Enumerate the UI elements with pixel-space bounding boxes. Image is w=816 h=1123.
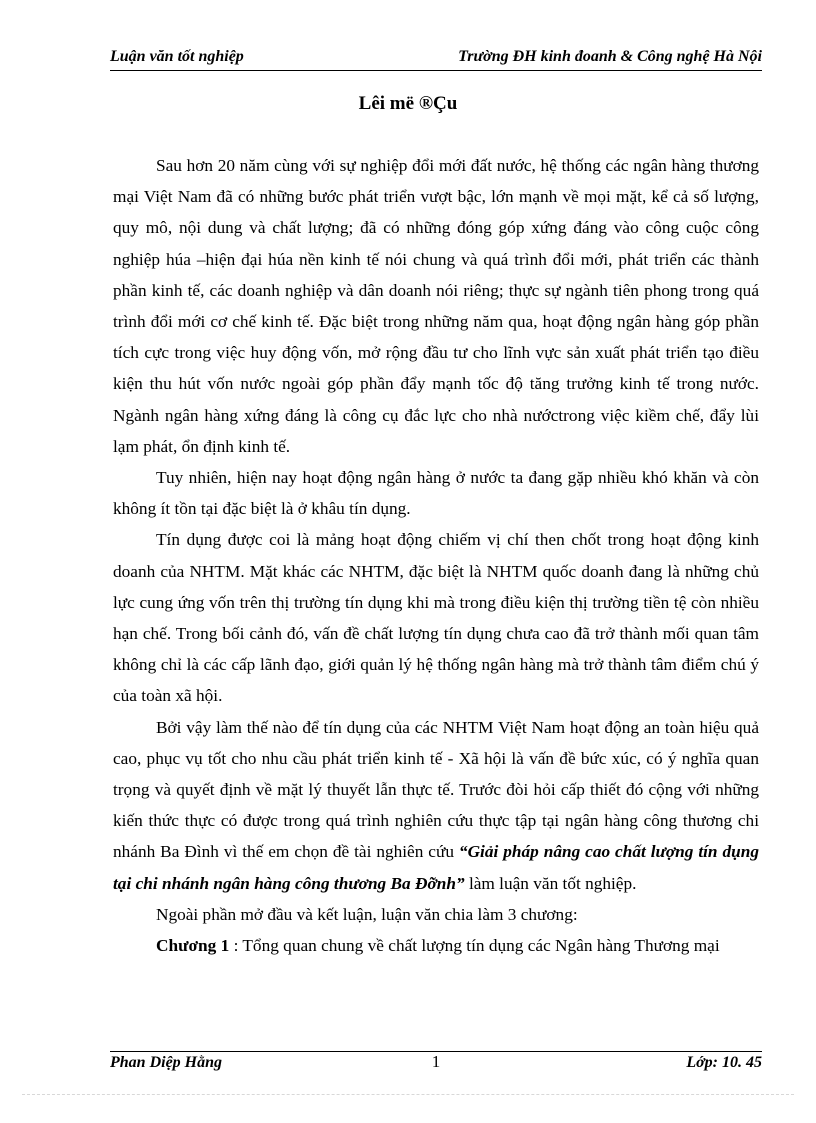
- paragraph-text: Bởi vậy làm thế nào để tín dụng của các NHTM Việt Nam hoạt động an toàn hiệu quả cao, phục vụ tốt cho nhu cầu phát triển kinh tế - Xã hội là vấn đề bức xúc, có ý nghĩa quan trọng và quyết định về mặt lý thuyết lẫn thực tế. Trước đòi hỏi cấp thiết đó cộng với những kiến thức thực có được trong quá trình nghiên cứu thực tập tại ngân hàng công thương chi nhánh Ba Đình vì thế em chọn đề tài nghiên cứu: [113, 717, 759, 862]
- paragraph: Sau hơn 20 năm cùng với sự nghiệp đổi mới đất nước, hệ thống các ngân hàng thương mại Việt Nam đã có những bước phát triển vượt bậc, lớn mạnh về mọi mặt, kể cả số lượng, quy mô, nội dung và chất lượng; đã có những đóng góp xứng đáng vào công cuộc công nghiệp húa –hiện đại húa nền kinh tế nói chung và quá trình đổi mới, phát triển các thành phần kinh tế, các doanh nghiệp và dân doanh nói riêng; thực sự ngành tiên phong trong quá trình đổi mới cơ chế kinh tế. Đặc biệt trong những năm qua, hoạt động ngân hàng góp phần tích cực trong việc huy động vốn, mở rộng đầu tư cho lĩnh vực sản xuất phát triển tạo điều kiện thu hút vốn nước ngoài góp phần đẩy mạnh tốc độ tăng trưởng kinh tế trong nước. Ngành ngân hàng xứng đáng là công cụ đắc lực cho nhà nướctrong việc kiềm chế, đẩy lùi lạm phát, ổn định kinh tế.: [113, 156, 759, 456]
- header-rule: [110, 70, 762, 71]
- paragraph-text: làm luận văn tốt nghiệp.: [464, 873, 637, 893]
- chapter-text: : Tổng quan chung về chất lượng tín dụng các Ngân hàng Thương mại: [229, 936, 720, 956]
- chapter-label: Chương 1: [156, 936, 230, 956]
- header-left-text: Luận văn tốt nghiệp: [110, 48, 244, 65]
- paragraph: Tuy nhiên, hiện nay hoạt động ngân hàng ở nước ta đang gặp nhiều khó khăn và còn không ít tồn tại đặc biệt là ở khâu tín dụng.: [113, 468, 759, 519]
- document-body: [113, 150, 759, 961]
- page-boundary-line: [22, 1094, 794, 1095]
- paragraph: Ngoài phần mở đầu và kết luận, luận văn chia làm 3 chương:: [156, 904, 578, 924]
- footer-class: Lớp: 10. 45: [686, 1054, 762, 1071]
- page-title: Lêi më ®Çu: [358, 93, 458, 114]
- paragraph: [113, 930, 759, 961]
- paragraph: [113, 712, 759, 899]
- paragraph: Tín dụng được coi là mảng hoạt động chiếm vị chí then chốt trong hoạt động kinh doanh của NHTM. Mặt khác các NHTM, đặc biệt là NHTM quốc doanh đang là những chủ lực cung ứng vốn trên thị trường tín dụng khi mà trong điều kiện thị trường tiền tệ còn nhiều hạn chế. Trong bối cảnh đó, vấn đề chất lượng tín dụng chưa cao đã trở thành mối quan tâm không chỉ là các cấp lãnh đạo, giới quản lý hệ thống ngân hàng mà trở thành tâm điểm chú ý của toàn xã hội.: [113, 530, 759, 706]
- thesis-topic: “Giải pháp nâng cao chất lượng tín dụng tại chi nhánh ngân hàng công thương Ba Đỡnh”: [113, 842, 759, 893]
- page-footer: [110, 1054, 762, 1076]
- header-right-text: Trường ĐH kinh đoanh & Công nghệ Hà Nội: [458, 48, 762, 65]
- page-number: 1: [431, 1052, 441, 1071]
- footer-author: Phan Diệp Hằng: [110, 1054, 223, 1071]
- page-header: [110, 48, 762, 70]
